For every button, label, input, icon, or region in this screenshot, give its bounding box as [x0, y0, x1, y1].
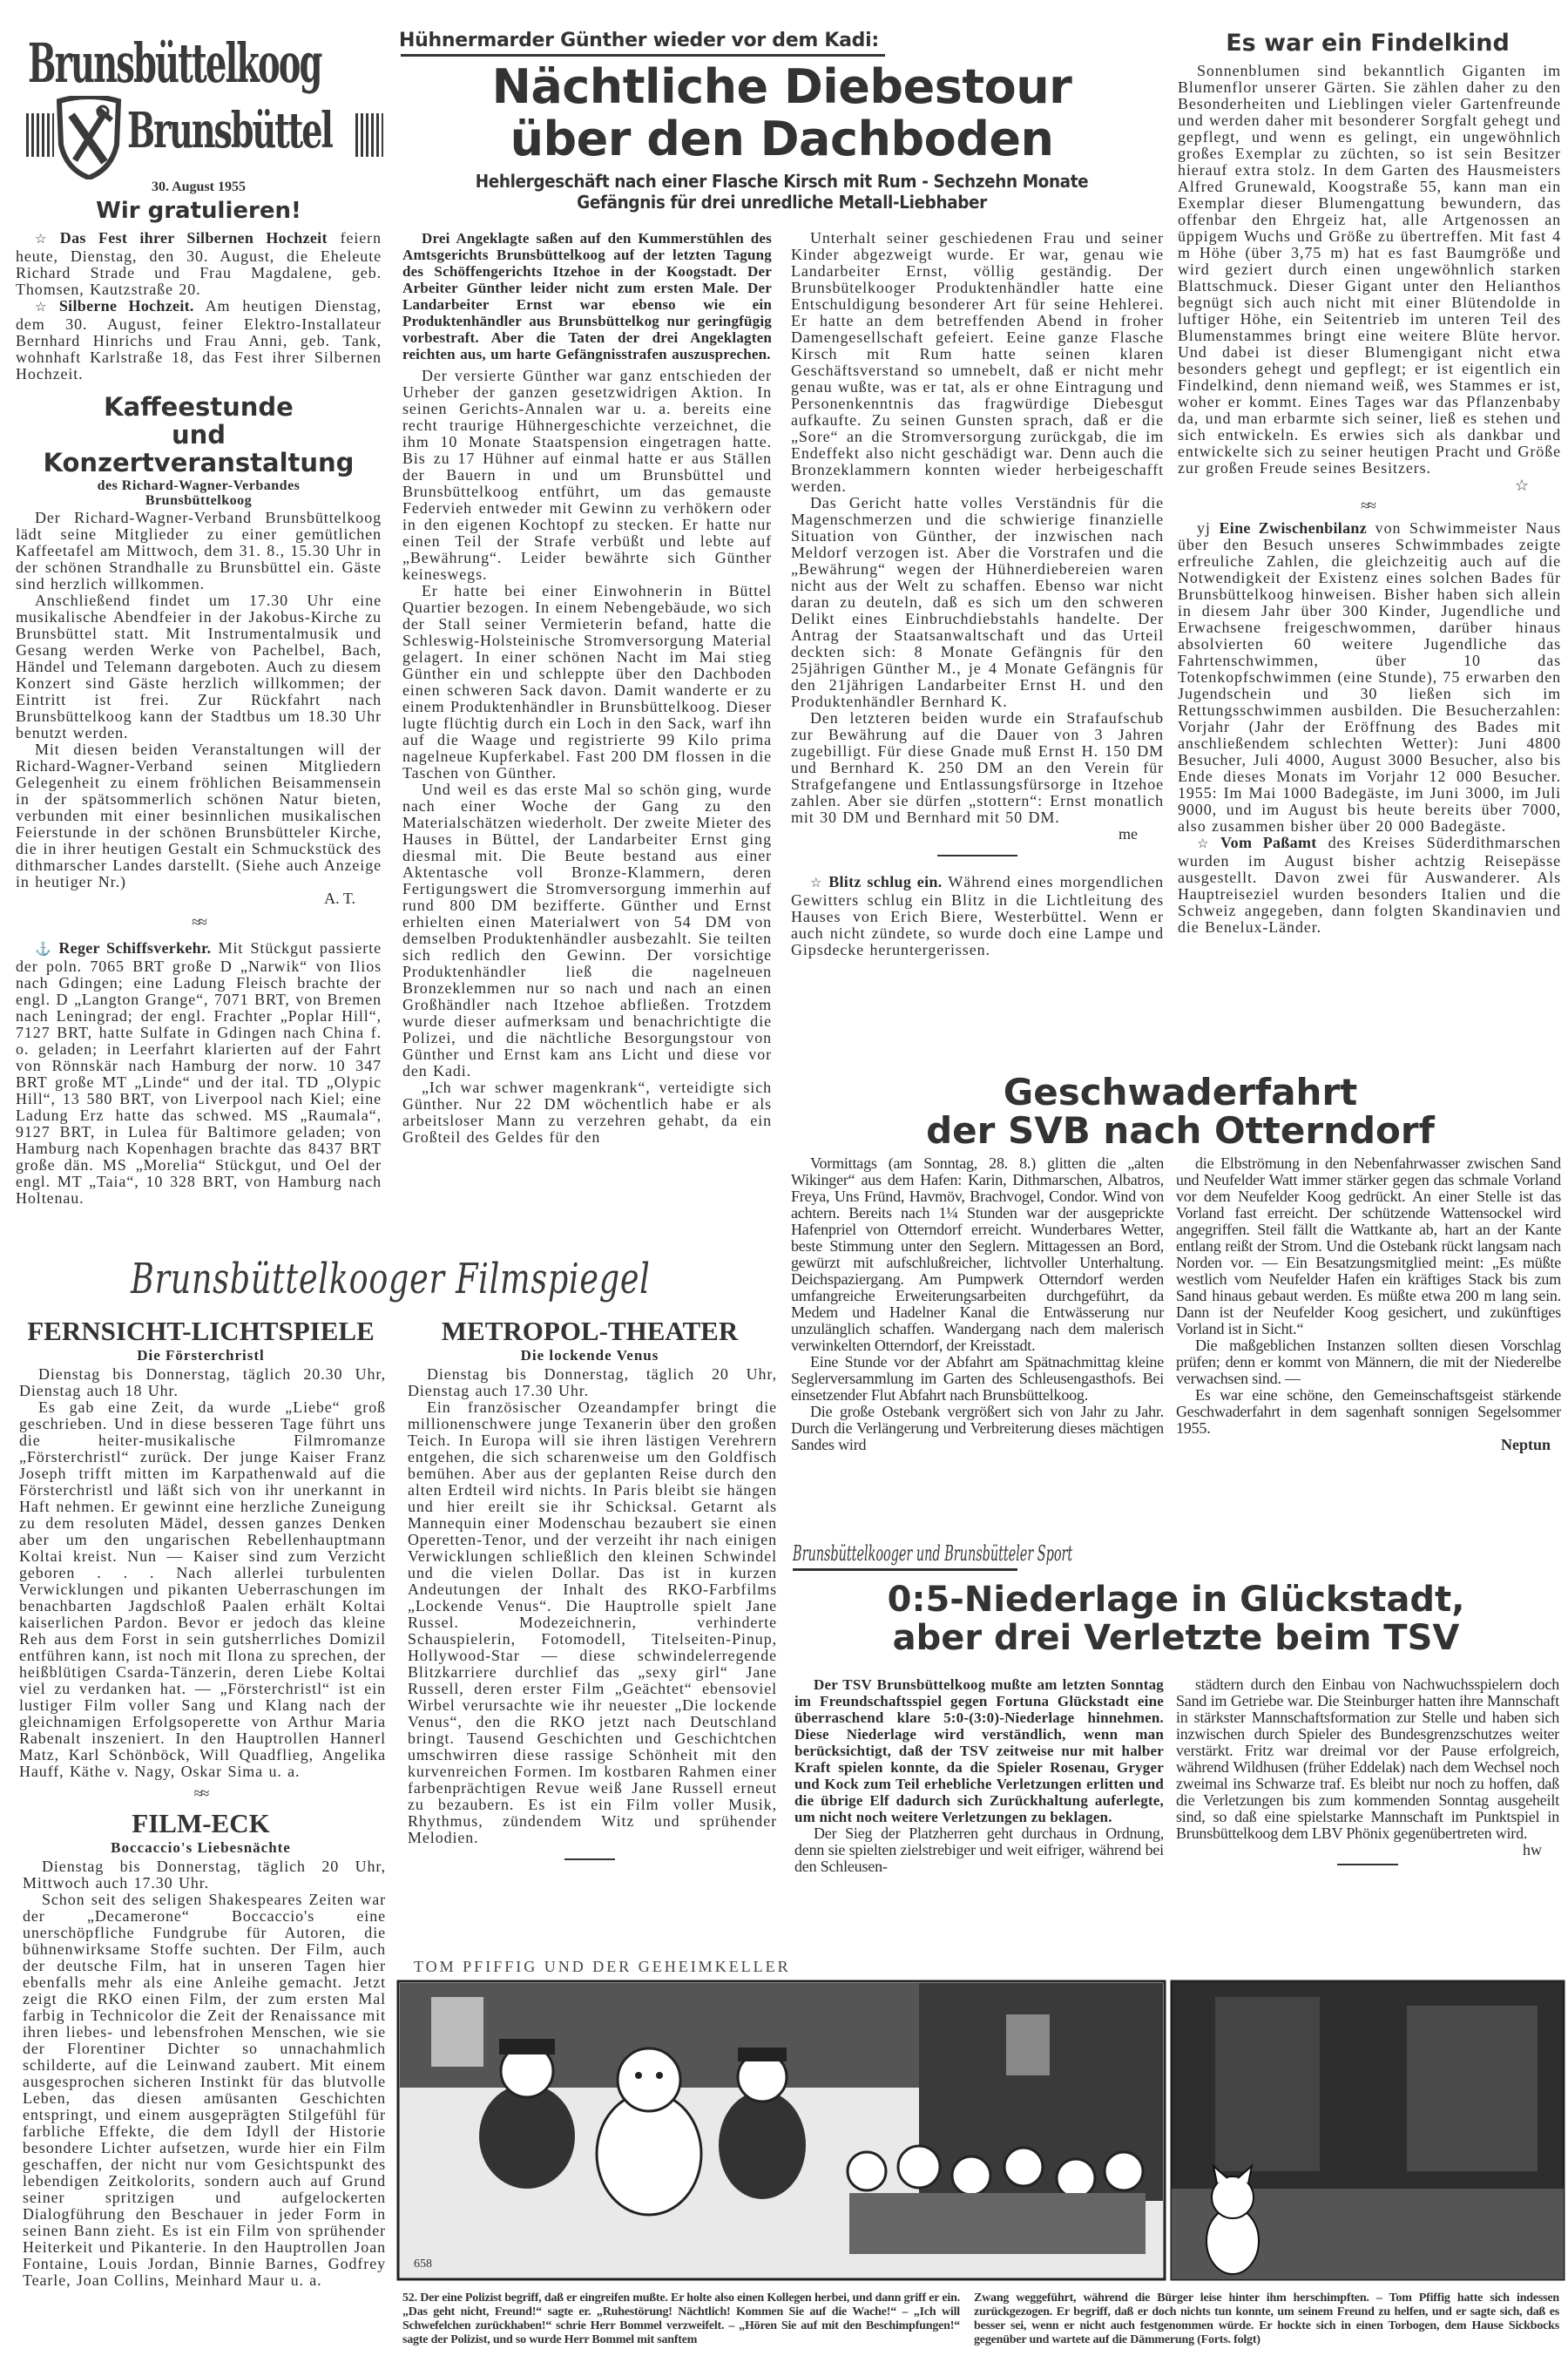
kaffeestunde-body — [16, 510, 382, 890]
paragraph — [19, 1366, 386, 1399]
geschwaderfahrt-column-2 — [1176, 1155, 1561, 1437]
paragraph — [402, 368, 772, 583]
paragraph-text: Sonnenblumen sind bekanntlich Giganten im Blumenflor unserer Gärten. Sie zählen daher zu den Besonderheiten und Lieblingen vieler Gartenfreunde und werden daher mit besonderer Sorgfalt gehegt und gepflegt, und wenn es gelingt, ein ungewöhnlich großes Exemplar zu züchten, so ist sein Besitzer hierauf extra stolz. In dem Garten des Hausmeisters Alfred Grunewald, Koogstraße 55, kann man ein Exemplar dieser Blumengattung bewundern, das offenbar den Ehrgeiz hat, alle Artgenossen an üppigem Wuchs und Größe zu übertreffen. Mit fast 4 m Höhe (über 3,75 m) hat es fast Baumgröße und wird geziert durch einen ungewöhnlich starken Blattschmuck. Dieser Gigant unter den Helianthos begnügt sich auch nicht mit einer Blütendolde in luftiger Höhe, ein Seitentrieb im unteren Teil des Blumenstammes bringt eine weitere Blüte hervor. Und dabei ist dieser Blumengigant nicht etwa besonders gehegt und gepflegt; er ist eigentlich ein Findelkind, denn niemand weiß, wes Stammes er ist, woher er kommt. Eines Tages war das Pflanzenbaby da, und man erbarmte sich seiner, ließ es stehen und sich entwickeln. Es erwies sich als dankbar und entwickelte sich zu seiner heutigen Pracht und Größe zur großen Freude seines Besitzers. — [1178, 62, 1561, 477]
paragraph — [1176, 1337, 1561, 1387]
paragraph — [791, 1155, 1164, 1354]
sport-column-1-stack — [794, 1676, 1164, 1875]
kaffeestunde-signature: A. T. — [324, 890, 355, 907]
filmspiegel-left-stack — [16, 1316, 386, 2289]
film-title: Die Försterchristl — [137, 1347, 265, 1364]
paragraph — [791, 874, 1164, 958]
paragraph — [16, 940, 382, 1207]
paragraph-lead: Blitz schlug ein. — [828, 873, 943, 890]
separator-rule — [564, 1858, 615, 1860]
headline-line: Nächtliche Diebestour — [491, 59, 1072, 114]
subhead-line: Hehlergeschäft nach einer Flasche Kirsch mit Rum - Sechzehn Monate — [475, 171, 1089, 192]
masthead-ornament-left — [26, 113, 54, 157]
paragraph-text: Der TSV Brunsbüttelkoog mußte am letzten Sonntag im Freundschaftsspiel gegen Fortuna Glückstadt eine überraschend klare 5:0-(3:0)-Niederlage hinnehmen. Diese Niederlage wird verständlich, wenn man berücksichtigt, daß der TSV zeitweise nur mit halber Kraft spielen konnte, da die Spieler Rosenau, Gryger und Kock zum Teil erhebliche Verletzungen erlitten und die übrige Elf dadurch sich Zurückhaltung auferlegte, um nicht noch weitere Verletzungen zu beklagen. — [794, 1676, 1164, 1825]
paragraph — [1178, 835, 1561, 936]
paragraph — [1178, 520, 1561, 835]
paragraph-text: Die große Ostebank vergrößert sich von Jahr zu Jahr. Durch die Verlängerung und Verbreiterung dieses mächtigen Sandes wird — [791, 1403, 1164, 1453]
paragraph-text: städtern durch den Einbau von Nachwuchsspielern doch Sand im Getriebe war. Die Steinburger hatten ihre Mannschaft in stärkster Mannschaftsformation zur Stelle und haben sich inzwischen durch Spieler des Bundesgrenzschutzes weiter verstärkt. Fritz war dreimal vor der Pause erfolgreich, während Wildhusen (früher Eddelak) nach dem Wechsel noch zweimal ins Schwarze traf. Es bleibt nur noch zu hoffen, daß die Verletzungen bis zum kommenden Sonntag ausgeheilt sind, so daß eine spielstarke Mannschaft im Punktspiel in Brunsbüttelkoog dem LBV Phönix gegenübertreten wird. — [1176, 1675, 1559, 1842]
wave-separator-icon: ≈≈ — [192, 913, 206, 931]
kicker-underline — [401, 54, 885, 57]
lead-column-1 — [402, 368, 772, 1146]
geschwaderfahrt-headline — [875, 1073, 1485, 1150]
paragraph-lead: Vom Paßamt — [1220, 834, 1317, 851]
paragraph — [794, 1825, 1164, 1875]
issue-date: 30. August 1955 — [151, 179, 247, 194]
paragraph-text: Es war eine schöne, den Gemeinschaftsgeist stärkende Geschwaderfahrt in dem sagenhaft sonnigen Segelsommer 1955. — [1176, 1386, 1561, 1437]
paragraph-text: Ein französischer Ozeandampfer bringt die millionenschwere junge Texanerin über den großen Teich. In Europa will sie ihren lästigen Verehrern entgehen, die sich scharenweise um den Goldfisch bemühen. Aber aus der geplanten Reise durch den alten Erdteil wird nichts. In Paris bleibt sie hängen und hier ereilt sie ihr Schicksal. Getarnt als Mannequin einer Modenschau bezaubert sie einen Operetten-Tenor, und der verzeiht ihr nach einigen Verwicklungen schließlich den kleinen Schwindel und die vielen Dollar. Das ist in kurzen Andeutungen der Inhalt des RKO-Farbfilms „Lockende Venus“. Die Hauptrolle spielt Jane Russel. Modezeichnerin, verhinderte Schauspielerin, Fotomodell, Titelseiten-Pinup, Hollywood-Star — diese schwindelerregende Blitzkarriere durchlief das „sexy girl“ Jane Russell, deren erster Film „Geächtet“ ebensoviel Wirbel verursachte wie ihr neuester „Die lockende Venus“, den die RKO jetzt nach Deutschland bringt. Tausend Geschichten und Geschichtchen umschwirren diese rassige Schönheit mit den kurvenreichen Formen. Im kostbaren Rahmen einer farbenprächtigen Revue weiß Jane Russell erneut zu bezaubern. Es ist ein Film voller Musik, Rhythmus, zündendem Witz und sprühender Melodien. — [408, 1398, 777, 1846]
subtitle-line: des Richard-Wagner-Verbandes — [97, 478, 301, 493]
findelkind-title: Es war ein Findelkind — [1226, 30, 1510, 57]
paragraph — [791, 1354, 1164, 1404]
paragraph — [23, 1892, 386, 2289]
paragraph-text: feiern heute, Dienstag, den 30. August, die Eheleute Richard Strade und Frau Magdalene, geb. Thomsen, Kautzstraße 20. — [16, 229, 382, 298]
lead-signature: me — [1119, 825, 1138, 843]
lead-subheadline — [427, 171, 1136, 213]
headline-line: aber drei Verletzte beim TSV — [892, 1618, 1460, 1658]
paragraph — [16, 741, 382, 890]
separator-rule — [937, 855, 1017, 856]
filmeck-body — [23, 1858, 386, 2289]
sport-column-2 — [1176, 1676, 1559, 1842]
paragraph-text: Während eines morgendlichen Gewitters schlug ein Blitz in die Lichtleitung des Hauses von Erich Biere, Westerbüttel. Wenn er auch nicht zündete, so wurde doch eine Lampe und Gipsdecke heruntergerissen. — [791, 873, 1164, 958]
ship-icon: ⚓ — [35, 943, 54, 957]
headline-line: Kaffeestunde — [104, 392, 294, 422]
paragraph-text: Dienstag bis Donnerstag, täglich 20 Uhr, Mittwoch auch 17.30 Uhr. — [23, 1858, 386, 1892]
masthead — [26, 33, 383, 177]
paragraph-text: Vormittags (am Sonntag, 28. 8.) glitten die „alten Wikinger“ aus dem Hafen: Karin, Dithmarschen, Albatros, Freya, Uns Fründ, Havmöv, Brachvogel, Condor. Wind von achtern. Bereits nach 1¼ Stunden war der ausgeprickte Hafenpriel von Otterndorf erreicht. Wunderbares Wetter, beste Stimmung unter den Seglern. Mittagessen an Bord, gewürzt mit aufschlußreicher, lichtvoller Unterhaltung. Deichspaziergang. Am Pumpwerk Otterndorf werden umfangreiche Erweiterungsarbeiten durchgeführt, da Medem und Hadelner Kanal die Entwässerung nur unzulänglich schaffen. Wandergang nach dem malerisch verwinkelten Otterndorf, der Kreisstadt. — [791, 1154, 1164, 1354]
lead-column-1-stack — [402, 230, 772, 1146]
paragraph — [16, 510, 382, 592]
paragraph-lead: Silberne Hochzeit. — [58, 297, 194, 315]
masthead-title-line1: Brunsbüttelkoog — [28, 31, 321, 95]
lead-column-2-stack — [791, 230, 1164, 958]
paragraph — [16, 298, 382, 382]
paragraph — [19, 1399, 386, 1780]
star-icon: ☆ — [35, 233, 55, 247]
paragraph — [794, 1676, 1164, 1825]
headline-line: Geschwaderfahrt — [1003, 1071, 1358, 1114]
paragraph-text: von Schwimmeister Naus über den Besuch unseres Schwimmbades zeigte erfreuliche Zahlen, die gleichzeitig auch auf die Notwendigkeit der Existenz eines solchen Bades für Brunsbüttelkoog hinweisen. Bisher haben sich allein in diesem Jahr über 300 Kinder, Jugendliche und Erwachsene freigeschwommen, darüber hinaus absolvierten 60 weitere Jugendliche das Fahrtenschwimmen, über 10 das Totenkopfschwimmen (eine Stunde), 75 erwarben den Jugendschein und 30 ließen sich im Rettungsschwimmen ausbilden. Die Besucherzahlen: Vorjahr (Jahr der Eröffnung des Bades mit anschließendem schlechten Wetter): Juni 4800 Besucher, Juli 4000, August 3000 Besucher, also bis Ende dieses Monats im Vorjahr 12 000 Besucher. 1955: Im Mai 1000 Badegäste, im Juni 3000, im Juli 9000, und im August bis heute bereits über 7000, also zusammen bisher über 20 000 Badegäste. — [1178, 519, 1561, 835]
paragraph-text: Es gab eine Zeit, da wurde „Liebe“ groß geschrieben. Und in diese besseren Tage führt uns die heiter-musikalische Filmromanze „Försterchristl“ zurück. Der junge Kaiser Franz Joseph trifft mitten im Karpathenwald auf die Försterchristl und läßt sich von ihr unerkannt in Haft nehmen. Er gewinnt eine herzliche Zuneigung zu dem resoluten Mädel, dessen ganzes Denken aber um den ungarischen Rebellenhauptmann Koltai kreist. Nun — Kaiser sind zum Verzicht geboren . . . Nach allerlei turbulenten Verwicklungen und pikanten Ueberraschungen im benachbarten Jagdschloß Paalen erhält Koltai kaiserlichen Pardon. Bevor er jedoch das kleine Reh aus dem Forst in sein gutsherrliches Domizil entführen kann, ist noch mit Ilona zu sprechen, der heißblütigen Csarda-Tänzerin, deren Liebe Koltai viel zu verdanken hat. — „Försterchristl“ ist ein lustiger Film voller Sang und Klang nach der gleichnamigen Erfolgsoperette von Arthur Maria Rabenalt inszeniert. In den Hauptrollen Hannerl Matz, Karl Schönböck, Will Quadflieg, Angelika Hauff, Käthe v. Nagy, Oskar Sima u. a. — [19, 1398, 386, 1780]
zwischenbilanz-body — [1178, 520, 1561, 936]
right-column-stack — [1172, 28, 1564, 936]
subtitle-line: Brunsbüttelkoog — [145, 493, 253, 508]
paragraph-lead: Das Fest ihrer Silbernen Hochzeit — [59, 229, 328, 247]
left-column-top — [16, 230, 382, 1207]
paragraph-text: Dienstag bis Donnerstag, täglich 20 Uhr, Dienstag auch 17.30 Uhr. — [408, 1365, 777, 1399]
paragraph-text: Der versierte Günther war ganz entschieden der Urheber der ganzen gesetzwidrigen Aktion. In seinen Gerichts-Annalen war u. a. bereits eine recht traurige Hühnergeschichte verzeichnet, die ihm 10 Monate Staatspension eingetragen hatte. Bis zu 17 Hühner auf einmal hatte er aus Ställen der Bauern in und um Brunsbüttel und Brunsbüttelkoog entführt, um das gemauste Federvieh entweder mit Gewinn zu verhökern oder in den eigenen Kochtopf zu stecken. Er hatte nur einen Teil der Strafe verbüßt und lebte auf „Bewährung“. Leider bewährte sich Günther keineswegs. — [402, 367, 772, 583]
sport-section-title: Brunsbüttelkooger und Brunsbütteler Sport — [793, 1541, 1073, 1566]
paragraph — [16, 592, 382, 741]
paragraph-text: Eine Stunde vor der Abfahrt am Spätnachmittag kleine Seglerversammlung im Garten des Schleusengasthofs. Bei einsetzender Flut Abfahrt nach Brunsbüttelkoog. — [791, 1353, 1164, 1404]
sport-headline — [784, 1581, 1568, 1657]
paragraph-text: Anschließend findet um 17.30 Uhr eine musikalische Abendfeier in der Jakobus-Kirche zu Brunsbüttel statt. Mit Instrumentalmusik und Gesang werden Werke von Pachelbel, Bach, Händel und Telemann dargeboten. Auch zu diesem Konzert sind Gäste herzlich willkommen; der Eintritt ist frei. Zur Rückfahrt nach Brunsbüttelkoog kann der Stadtbus um 18.30 Uhr benutzt werden. — [16, 592, 382, 741]
star-icon: ☆ — [1197, 837, 1216, 851]
paragraph — [402, 230, 772, 362]
paragraph — [1176, 1387, 1561, 1437]
paragraph — [16, 230, 382, 298]
paragraph — [402, 782, 772, 1080]
filmspiegel-banner: Brunsbüttelkooger Filmspiegel — [131, 1255, 651, 1303]
wave-separator-icon: ≈≈ — [1361, 497, 1375, 514]
comic-caption-2: Zwang weggeführt, während die Bürger leise hinter ihm herschimpften. – Tom Pfiffig hatte sich indessen zurückgezogen. Er begriff, daß er doch nichts tun konnte, um seinem Freund zu helfen, und er sagte sich, daß es besser sei, wenn er nicht auch festgenommen würde. Er hockte sich in einen Torbogen, dem Hause Sickbocks gegenüber und wartete auf die Dämmerung (Forts. folgt) — [974, 2291, 1559, 2346]
headline-line: 0:5-Niederlage in Glückstadt, — [887, 1580, 1465, 1620]
paragraph — [791, 230, 1164, 495]
paragraph — [1176, 1676, 1559, 1842]
geschwaderfahrt-signature: Neptun — [1500, 1436, 1551, 1453]
geschwaderfahrt-column-1 — [791, 1155, 1164, 1453]
metropol-body — [408, 1366, 777, 1846]
subhead-line: Gefängnis für drei unredliche Metall-Liebhaber — [577, 192, 987, 213]
paragraph — [402, 583, 772, 782]
fernsicht-body — [19, 1366, 386, 1780]
findelkind-body — [1178, 63, 1561, 477]
paragraph-text: Die maßgeblichen Instanzen sollten diesen Vorschlag prüfen; denn er kommt von Männern, die mit der Niederelbe verwachsen sind. — — [1176, 1337, 1561, 1387]
comic-title: TOM PFIFFIG UND DER GEHEIMKELLER — [414, 1958, 791, 1975]
lead-intro — [402, 230, 772, 362]
paragraph-text: des Kreises Süderdithmarschen wurden im August bisher achtzig Reisepässe ausgestellt. Davon zwei für Auswanderer. Als Hauptreiseziel wurden besonders Italien und die Schweiz angegeben, dann folgten Skandinavien und die Benelux-Länder. — [1178, 834, 1562, 936]
lead-column-2 — [791, 230, 1164, 826]
schiffsverkehr-body — [16, 940, 382, 1207]
masthead-ornament-right — [355, 113, 383, 157]
paragraph-lead: Reger Schiffsverkehr. — [58, 939, 212, 957]
sport-intro — [794, 1676, 1164, 1825]
paragraph-text: Der Sieg der Platzherren geht durchaus in Ordnung, denn sie spielten zielstrebiger und weit eifriger, während bei den Schleusen- — [794, 1824, 1164, 1875]
headline-line: der SVB nach Otterndorf — [926, 1109, 1435, 1152]
paragraph-text: Am heutigen Dienstag, dem 30. August, feiner Elektro-Installateur Bernhard Hinrichs und Frau Anni, geb. Tank, wohnhaft Karlstraße 18, das Fest ihrer Silbernen Hochzeit. — [16, 297, 382, 382]
paragraph — [408, 1366, 777, 1399]
sport-signature: hw — [1523, 1841, 1542, 1858]
film-title: Boccaccio's Liebesnächte — [111, 1839, 291, 1856]
greetings-title: Wir gratulieren! — [96, 198, 301, 224]
paragraph-text: Er hatte bei einer Einwohnerin in Büttel Quartier bezogen. In einem Nebengebäude, wo sich der Stall seiner Vermieterin befand, hatte die Schleswig-Holsteinische Stromversorgung Material gelagert. In einer schönen Nacht im Mai stieg Günther ein und schleppte über den Dachboden einen schweren Sack davon. Damit wanderte er zu einem Produktenhändler in Brunsbüttelkoog. Dieser lugte flüchtig durch ein Loch in den Sack, warf ihn auf die Waage und registrierte 99 Kilo prima nagelneue Kupferkabel. Fast 200 DM flossen in die Taschen von Günther. — [402, 582, 772, 782]
paragraph — [791, 495, 1164, 710]
paragraph-text: Und weil es das erste Mal so schön ging, wurde nach einer Woche der Gang zu den Materialschätzen wiederholt. Der zweite Mieter des Hauses in Büttel, der Landarbeiter Ernst ging diesmal mit. Die Beute bestand aus einer Aktentasche voll Bronze-Klammern, deren Fertigungswert die Stromversorgung immerhin auf rund 800 DM bezifferte. Günther und Ernst erhielten einen Materialwert von 54 DM von demselben Produktenhändler ausbezahlt. Sie teilten sich redlich den Gewinn. Der vorsichtige Produktenhändler ließ die nagelneuen Bronzeklemmen nur so nach und nach an einen Großhändler nach Itzehoe abfließen. Trotzdem wurde dieser aufmerksam und benachrichtigte die Polizei, und die nächtliche Besorgungstour von Günther und Ernst kam ans Licht und diese vor den Kadi. — [402, 781, 772, 1080]
comic-caption-1: 52. Der eine Polizist begriff, daß er eingreifen mußte. Er holte also einen Kollegen herbei, und dann griff er ein. „Das geht nicht, Freund!“ sagte er. „Ruhestörung! Nächtlich! Kommen Sie auf die Wache!“ – „Ich will Schwefelchen zurückhaben!“ schrie Herr Bommel verzweifelt. – „Hören Sie auf mit den Beschimpfungen!“ sagte der Polizist, und so wurde Herr Bommel mit sanftem — [402, 2291, 960, 2346]
paragraph-lead: Eine Zwischenbilanz — [1219, 519, 1367, 537]
panel-number: 658 — [414, 2258, 432, 2271]
paragraph-text: Dienstag bis Donnerstag, täglich 20.30 Uhr, Dienstag auch 18 Uhr. — [19, 1365, 386, 1399]
kaffeestunde-headline — [16, 393, 382, 477]
paragraph-text: „Ich war schwer magenkrank“, verteidigte sich Günther. Nur 22 DM wöchentlich habe er als arbeitsloser Mann zu verzehren gehabt, da ein Großteil des Geldes für den — [402, 1079, 772, 1146]
sport-column-2-stack — [1176, 1676, 1559, 1865]
greetings-body — [16, 230, 382, 382]
masthead-title-line2: Brunsbüttel — [127, 102, 332, 159]
geschwaderfahrt-column-1-stack — [791, 1155, 1164, 1453]
film-title: Die lockende Venus — [520, 1347, 659, 1364]
paragraph — [1178, 63, 1561, 477]
paragraph-text: Mit diesen beiden Veranstaltungen will der Richard-Wagner-Verband seinen Mitgliedern Gelegenheit zu einem fröhlichen Beisammensein in der spätsommerlich schönen Natur bieten, verbunden mit einer besinnlichen musikalischen Feierstunde in der schönen Brunsbütteler Kirche, die in ihrer heutigen Gestalt ein Schmuckstück des dithmarscher Landes darstellt. (Siehe auch Anzeige in heutiger Nr.) — [16, 741, 382, 890]
paragraph — [791, 710, 1164, 826]
coat-of-arms-shield-icon — [54, 96, 124, 179]
paragraph — [408, 1399, 777, 1846]
headline-line: über den Dachboden — [510, 112, 1054, 166]
separator-rule — [1337, 1864, 1398, 1865]
sport-column-1 — [794, 1825, 1164, 1875]
paragraph-text: die Elbströmung in den Nebenfahrwasser zwischen Sand und Neufelder Watt immer stärker gegen das schmale Vorland vor dem Neufelder Koog gedrückt. An einer Stelle ist das Vorland fast erreicht. Der schützende Wattensockel wird angegriffen. Steil fällt die Wattkante ab, hart an der Kante entlang reißt der Strom. Und die Ostebank rückt langsam nach Norden vor. — Ein Besatzungsmitglied meint: „Es müßte westlich vom Neufelder Hafen ein kräftiges Stack bis zum Sand hinaus gebaut werden. Es müßte etwa 200 m lang sein. Dann ist der Neufelder Koog gesichert, und zukünftiges Vorland ist in Sicht.“ — [1176, 1154, 1561, 1337]
paragraph-text: Mit Stückgut passierte der poln. 7065 BRT große D „Narwik“ von Ilios nach Gdingen; eine Ladung Fleisch brachte der engl. D „Langton Grange“, 7071 BRT, von Bremen nach Leningrad; der engl. Frachter „Poplar Hill“, 7127 BRT, hatte Sulfate in Gdingen nach China f. o. geladen; in Leerfahrt klarierten auf der Fahrt von Rönnskär nach Hamburg der norw. 10 347 BRT große MT „Linde“ und der ital. TD „Olypic Hill“, 13 580 BRT, von Liverpool nach Kiel; eine Ladung Erz hatte das schwed. MS „Raumala“, 9127 BRT, in Lulea für Baltimore geladen; von Hamburg nach Kopenhagen brachte das 8437 BRT große dän. MS „Morelia“ Stückgut, und Oel der engl. MT „Taia“, 10 328 BRT, von Hamburg nach Holtenau. — [16, 939, 382, 1207]
paragraph-text: Der Richard-Wagner-Verband Brunsbüttelkoog lädt seine Mitglieder zu einer gemütlichen Kaffeetafel am Mittwoch, dem 31. 8., 15.30 Uhr in der schönen Strandhalle zu Brunsbüttel ein. Gäste sind herzlich willkommen. — [16, 509, 382, 592]
headline-line: und Konzertveranstaltung — [43, 420, 355, 477]
paragraph-text: Schon seit des seligen Shakespeares Zeiten war der „Decamerone“ Boccaccio's eine unerschöpfliche Fundgrube für Autoren, die bühnenwirksame Stoffe suchten. Der Film, auch der deutsche Film, hat in unseren Tagen hier ebenfalls mehr als eine Anleihe gemacht. Jetzt zeigt die RKO einen Film, der zum ersten Mal farbig in Technicolor die Zeit der Renaissance mit ihren liebes- und lebensfrohen Menschen, wie sie der Florentiner Dichter so unnachahmlich schilderte, auf die Leinwand zaubert. Mit einem ausgesprochen sicheren Instinkt für das blutvolle Leben, das diesen amüsanten Geschichten entspringt, und einem ausgeprägten Stilgefühl für farbliche Effekte, die dem Idyll der Historie besondere Lichter aufsetzen, wurde hier ein Film geschaffen, der nicht nur vom Gesichtspunkt des lebendigen Zeitkolorits, sondern auch auf Grund seiner spritzigen und aufgelockerten Dialogführung den Beschauer in jeder Form in seinen Bann zieht. Es ist ein Film von sprühender Heiterkeit und Pikanterie. In den Hauptrollen Joan Fontaine, Louis Jordan, Binnie Barnes, Godfrey Tearle, Joan Collins, Meinhard Maur u. a. — [23, 1891, 386, 2289]
paragraph — [23, 1858, 386, 1892]
geschwaderfahrt-column-2-stack — [1176, 1155, 1561, 1453]
comic-strip — [396, 1980, 1565, 2281]
section-underline — [793, 1568, 1017, 1571]
cinema-name: METROPOL-THEATER — [441, 1316, 739, 1346]
blitz-body — [791, 874, 1164, 958]
kaffeestunde-subtitle — [16, 478, 382, 508]
cinema-name: FILM-ECK — [132, 1808, 270, 1838]
star-icon: ☆ — [810, 877, 824, 890]
lead-headline — [396, 61, 1167, 166]
filmspiegel-middle-stack — [402, 1316, 777, 1860]
star-icon: ☆ — [35, 301, 54, 315]
paragraph-text: Das Gericht hatte volles Verständnis für die Magenschmerzen und die schwierige finanzielle Situation von Günther, der inzwischen nach Meldorf verzogen ist. Aber die Vorstrafen und die „Bewährung“ wegen der Hühnerdiebereien waren nicht aus der Welt zu schaffen. Ebenso war nicht daran zu deuteln, daß es sich um den schweren Delikt eines Einbruchdiebstahls handelte. Der Antrag der Staatsanwaltschaft und das Urteil deckten sich: 8 Monate Gefängnis für den 25jährigen Günther M., je 4 Monate Gefängnis für den 21jährigen Landarbeiter Ernst H. und den Produktenhändler Bernhard K. — [791, 494, 1164, 710]
cinema-name: FERNSICHT-LICHTSPIELE — [27, 1316, 375, 1346]
paragraph-text: Drei Angeklagte saßen auf den Kummerstühlen des Amtsgerichts Brunsbüttelkoog auf der letzten Tagung des Schöffengerichts Itzehoe in der Koogstadt. Der Arbeiter Günther leider nicht zum ersten Male. Der Landarbeiter Ernst war ebenso wie ein Produktenhändler aus Brunsbüttelkog nur geringfügig vorbestraft. Aber die Taten der drei Angeklagten reichten aus, um harte Gefängnisstrafen auszusprechen. — [402, 230, 772, 362]
lead-kicker: Hühnermarder Günther wieder vor dem Kadi: — [399, 30, 879, 51]
paragraph — [791, 1404, 1164, 1453]
comic-panel-1 — [398, 1981, 1165, 2279]
comic-panel-2 — [1172, 1981, 1564, 2279]
wave-separator-icon: ≈≈ — [193, 1784, 208, 1802]
paragraph-text: Den letzteren beiden wurde ein Strafaufschub zur Bewährung auf die Dauer von 3 Jahren zugebilligt. Für diese Gnade muß Ernst H. 150 DM und Bernhard K. 250 DM an den Verein für Strafgefangene und Entlassungsfürsorge in Itzehoe zahlen. Aber sie dürfen „stottern“: Ernst monatlich mit 30 DM und Bernhard mit 50 DM. — [791, 709, 1164, 826]
paragraph — [1176, 1155, 1561, 1337]
paragraph — [402, 1080, 772, 1146]
star-icon: ☆ — [1514, 477, 1529, 494]
author-prefix: yj — [1197, 519, 1211, 537]
paragraph-text: Unterhalt seiner geschiedenen Frau und seiner Kinder abgezweigt wurde. Er war, genau wie Landarbeiter Ernst, völlig geständig. Der Brunsbütelkooger Produktenhändler hatte eine Entschuldigung besonderer Art für seine Hehlerei. Er hatte an dem betreffenden Abend in froher Damengesellschaft gefeiert. Eeine ganze Flasche Kirsch mit Rum hatte seinen klaren Geschäftsverstand so umnebelt, daß er nicht mehr genau wußte, was er tat, als er ohne Eintragung und Personenkenntnis das fragwürdige Diebesgut aufkaufte. Zu seinen Gunsten sprach, daß er die „Sore“ an die Stromversorgung zurückgab, die im Endeffekt also nicht geschädigt war. Denn auch die Bronzeklammern konnten wieder herbeigeschafft werden. — [791, 229, 1164, 495]
